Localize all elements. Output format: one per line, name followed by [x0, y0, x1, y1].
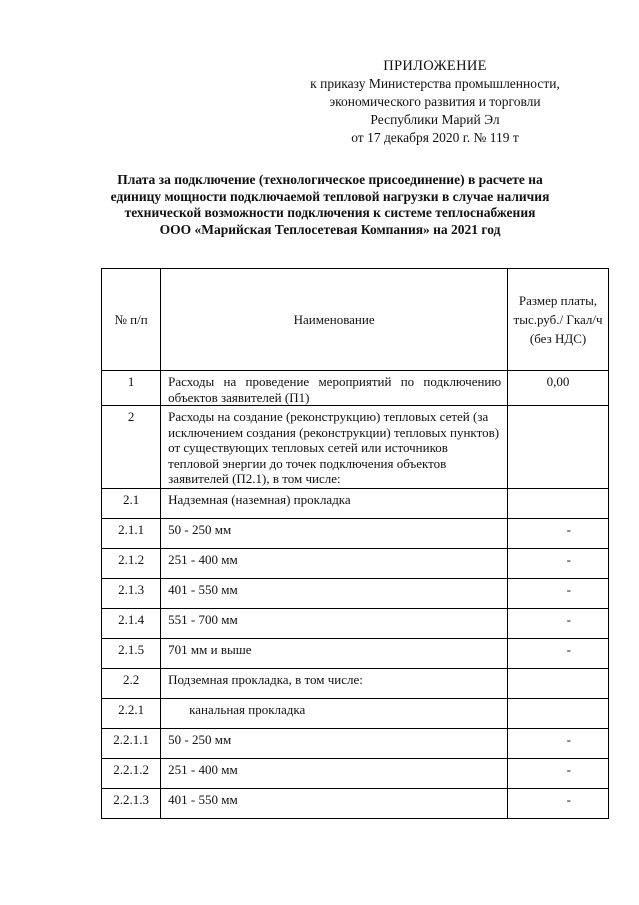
row-name: Надземная (наземная) прокладка [168, 492, 351, 507]
row-num: 2.2 [122, 672, 140, 687]
row-value: - [566, 552, 571, 567]
row-name: Подземная прокладка, в том числе: [168, 672, 363, 687]
row-num: 2.2.1.3 [113, 792, 149, 807]
row-value: - [566, 522, 571, 537]
row-name: 701 мм и выше [168, 642, 252, 657]
table-row [102, 609, 609, 639]
row-value: - [566, 582, 571, 597]
table-row [102, 406, 609, 489]
table-row [102, 729, 609, 759]
row-name: канальная прокладка [189, 702, 306, 717]
header-name: Наименование [161, 269, 508, 371]
table-row [102, 699, 609, 729]
row-name: 251 - 400 мм [168, 552, 238, 567]
row-name: 401 - 550 мм [168, 582, 238, 597]
row-value [508, 406, 608, 409]
row-value: - [566, 792, 571, 807]
table-row [102, 579, 609, 609]
table-row [102, 371, 609, 406]
row-value [508, 699, 608, 702]
row-name: 50 - 250 мм [168, 522, 232, 537]
table-row [102, 789, 609, 819]
row-num: 2.2.1.1 [113, 732, 149, 747]
table-header-row [102, 269, 609, 371]
header-num: № п/п [102, 269, 161, 371]
document-title-line: Плата за подключение (технологическое присоединение) в расчете на [117, 172, 543, 187]
row-value [508, 489, 608, 492]
appendix-line: Республики Марий Эл [370, 112, 500, 127]
row-name: 50 - 250 мм [168, 732, 232, 747]
row-name: Расходы на создание (реконструкцию) тепловых сетей (за исключением создания (реконструкции) тепловых пунктов) от существующих тепловых сетей или источников тепловой энергии до точек подключения объектов заявителей (П2.1), в том числе: [168, 409, 500, 486]
table-row [102, 519, 609, 549]
appendix-block [300, 57, 570, 147]
document-title-line: ООО «Марийская Теплосетевая Компания» на 2021 год [159, 221, 501, 237]
row-num: 2.1.4 [118, 612, 145, 627]
appendix-line: к приказу Министерства промышленности, [310, 76, 560, 91]
row-value [508, 669, 608, 672]
row-name: 251 - 400 мм [168, 762, 238, 777]
table-row [102, 489, 609, 519]
row-value: - [566, 612, 571, 627]
row-value: - [566, 732, 571, 747]
document-title-line: технической возможности подключения к системе теплоснабжения [124, 205, 536, 220]
row-num: 2 [127, 409, 135, 424]
header-value: Размер платы, тыс.руб./ Гкал/ч (без НДС) [508, 269, 609, 371]
fee-table [101, 268, 609, 819]
row-name: 401 - 550 мм [168, 792, 238, 807]
row-name: 551 - 700 мм [168, 612, 238, 627]
document-title [95, 172, 565, 238]
table-row [102, 549, 609, 579]
appendix-line: экономического развития и торговли [329, 94, 541, 109]
row-num: 2.1.1 [118, 522, 145, 537]
table-row [102, 669, 609, 699]
row-num: 2.1.5 [118, 642, 145, 657]
row-num: 1 [127, 374, 135, 389]
row-num: 2.1.2 [118, 552, 145, 567]
row-num: 2.2.1 [118, 702, 145, 717]
table-row [102, 759, 609, 789]
row-value: - [566, 762, 571, 777]
appendix-line: от 17 декабря 2020 г. № 119 т [351, 130, 519, 145]
appendix-title: ПРИЛОЖЕНИЕ [383, 58, 487, 74]
row-value: 0,00 [546, 374, 570, 389]
document-title-line: единицу мощности подключаемой тепловой нагрузки в случае наличия [110, 188, 550, 204]
row-name: Расходы на проведение мероприятий по подключению объектов заявителей (П1) [168, 374, 502, 405]
row-num: 2.2.1.2 [113, 762, 149, 777]
row-num: 2.1 [122, 492, 140, 507]
table-row [102, 639, 609, 669]
row-num: 2.1.3 [118, 582, 145, 597]
row-value: - [566, 642, 571, 657]
